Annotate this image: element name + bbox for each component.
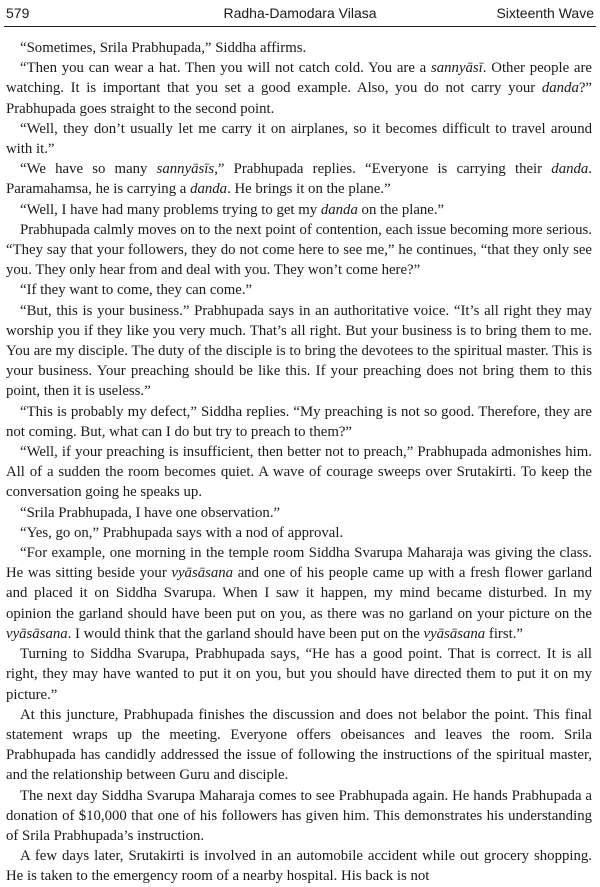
paragraph — [6, 220, 592, 281]
text-run: “Well, I have had many problems trying to get my — [20, 201, 321, 218]
paragraph — [6, 523, 592, 543]
paragraph — [6, 119, 592, 159]
text-run: The next day Siddha Svarupa Maharaja comes to see Prabhupada again. He hands Prabhupada a donation of $10,000 that one of his followers has given him. This demonstrates his understanding of Srila Prabhupada’s instruction. — [6, 787, 592, 844]
paragraph — [6, 200, 592, 220]
text-run: ,” Prabhupada replies. “Everyone is carrying their — [214, 161, 552, 178]
paragraph — [6, 159, 592, 199]
paragraph — [6, 402, 592, 442]
italic-term: sannyāsīs — [156, 161, 215, 178]
italic-term: danda — [541, 80, 579, 97]
paragraph — [6, 705, 592, 786]
text-run: “For example, one morning in the temple room Siddha Svarupa Maharaja was giving the class. He was sitting beside your — [6, 545, 592, 582]
running-header — [6, 2, 594, 24]
paragraph — [6, 786, 592, 847]
italic-term: vyāsāsana — [6, 625, 68, 642]
italic-term: danda — [551, 161, 589, 178]
page-number: 579 — [6, 5, 30, 21]
body-text — [6, 38, 592, 887]
text-run: . Paramahamsa, he is carrying a — [6, 161, 592, 198]
italic-term: danda — [190, 181, 228, 198]
text-run: “If they want to come, they can come.” — [20, 282, 253, 299]
paragraph — [6, 442, 592, 503]
paragraph — [6, 301, 592, 402]
book-title: Radha-Damodara Vilasa — [223, 5, 377, 21]
paragraph — [6, 644, 592, 705]
text-run: A few days later, Srutakirti is involved in an automobile accident while out grocery shopping. He is taken to the emergency room of a nearby hospital. His back is not — [6, 848, 592, 885]
text-run: on the plane.” — [357, 201, 445, 218]
italic-term: sannyāsī — [431, 60, 483, 77]
paragraph — [6, 846, 592, 886]
paragraph — [6, 503, 592, 523]
paragraph — [6, 38, 592, 58]
text-run: ?” Prabhupada goes straight to the second point. — [6, 80, 592, 117]
paragraph — [6, 543, 592, 644]
text-run: “Srila Prabhupada, I have one observation.” — [20, 504, 281, 521]
text-run: Prabhupada calmly moves on to the next point of contention, each issue becoming more serious. “They say that your followers, they do not come here to see me,” he continues, “that they only see you. They only hear from and deal with you. They won’t come here?” — [6, 221, 592, 279]
text-run: first.” — [485, 625, 523, 642]
header-divider — [4, 26, 596, 27]
text-run: “Well, if your preaching is insufficient, then better not to preach,” Prabhupada admonishes him. All of a sudden the room becomes quiet. A wave of courage sweeps over Srutakirti. To keep the conversation going he speaks up. — [6, 444, 592, 501]
text-run: At this juncture, Prabhupada finishes the discussion and does not belabor the point. This final statement wraps up the meeting. Everyone offers obeisances and leaves the room. Srila Prabhupada has candidly addressed the issue of following the instructions of the spiritual master, and the relationship between Guru and disciple. — [6, 706, 592, 784]
text-run: and one of his people came up with a fresh flower garland and placed it on Siddha Svarupa. When I saw it happen, my mind became disturbed. In my opinion the garland should have been put on you, as there was no garland on your picture on the — [6, 565, 592, 622]
text-run: “We have so many — [20, 161, 157, 178]
text-run: Turning to Siddha Svarupa, Prabhupada says, “He has a good point. That is correct. It is all right, they may have wanted to put it on you, but you should have directed them to put it on my picture.” — [6, 646, 592, 703]
text-run: . He brings it on the plane.” — [227, 181, 391, 198]
paragraph — [6, 280, 592, 300]
text-run: “Well, they don’t usually let me carry it on airplanes, so it becomes difficult to travel around with it.” — [6, 120, 592, 158]
italic-term: vyāsāsana — [423, 625, 486, 642]
text-run: “This is probably my defect,” Siddha replies. “My preaching is not so good. Therefore, they are not coming. But, what can I do but try to preach to them?” — [6, 403, 592, 440]
text-run: . I would think that the garland should have been put on the — [67, 625, 424, 642]
text-run: “Yes, go on,” Prabhupada says with a nod of approval. — [20, 524, 344, 541]
text-run: “Then you can wear a hat. Then you will not catch cold. You are a — [20, 60, 431, 77]
italic-term: vyāsāsana — [171, 565, 234, 582]
text-run: . Other people are watching. It is important that you set a good example. Also, you do not carry your — [6, 60, 592, 97]
chapter-title: Sixteenth Wave — [496, 5, 594, 21]
text-run: “But, this is your business.” Prabhupada says in an authoritative voice. “It’s all right they may worship you if they like you very much. That’s all right. But your business is to bring them to me. You are my disciple. The duty of the disciple is to bring the devotees to the spiritual master. This is your business. Your preaching should be like this. If your preaching does not bring them to this point, then it is useless.” — [6, 302, 592, 400]
text-run: “Sometimes, Srila Prabhupada,” Siddha affirms. — [20, 40, 307, 56]
paragraph — [6, 58, 592, 119]
italic-term: danda — [320, 201, 358, 218]
